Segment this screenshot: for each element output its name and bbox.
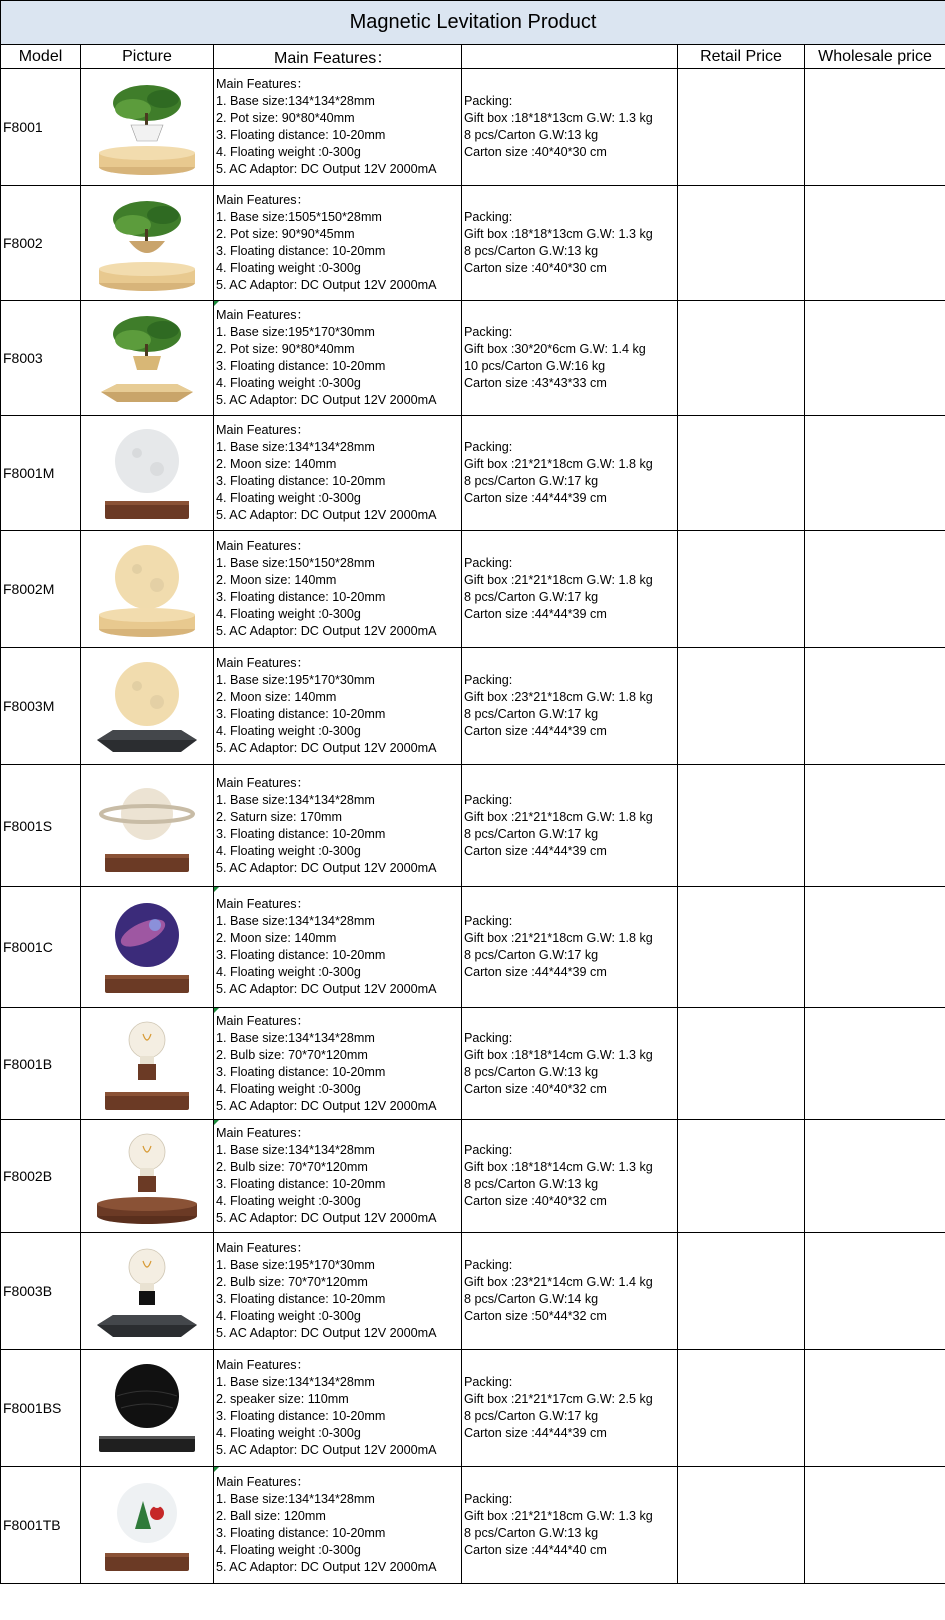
packing-line: Packing: bbox=[464, 792, 513, 807]
packing-line: 8 pcs/Carton G.W:17 kg bbox=[464, 1409, 599, 1423]
packing-line: Gift box :21*21*18cm G.W: 1.8 kg bbox=[464, 457, 653, 471]
model-cell: F8002M bbox=[1, 531, 81, 648]
retail-price-cell bbox=[678, 648, 805, 765]
packing-line: Packing: bbox=[464, 440, 513, 454]
feature-line: Main Features： bbox=[216, 193, 310, 207]
product-image bbox=[81, 1356, 213, 1460]
feature-line: 2. Moon size: 140mm bbox=[216, 931, 337, 945]
packing-cell bbox=[462, 887, 678, 1008]
feature-line: Main Features： bbox=[216, 1013, 310, 1028]
feature-line: 3. Floating distance: 10-20mm bbox=[216, 1409, 386, 1423]
packing-cell bbox=[462, 1120, 678, 1233]
table-row bbox=[1, 765, 945, 887]
feature-line: 5. AC Adaptor: DC Output 12V 2000mA bbox=[216, 1098, 437, 1113]
features-cell bbox=[214, 1008, 462, 1120]
packing-cell bbox=[462, 416, 678, 531]
header-packing bbox=[462, 45, 678, 69]
feature-line: 2. Moon size: 140mm bbox=[216, 573, 337, 587]
packing-line: Gift box :21*21*18cm G.W: 1.3 kg bbox=[464, 1509, 653, 1523]
packing-line: Packing: bbox=[464, 94, 513, 108]
packing-line: Carton size :44*44*39 cm bbox=[464, 965, 607, 979]
packing-line: Carton size :44*44*39 cm bbox=[464, 843, 607, 858]
retail-price-cell bbox=[678, 531, 805, 648]
packing-cell bbox=[462, 1233, 678, 1350]
packing-cell bbox=[462, 301, 678, 416]
feature-line: 4. Floating weight :0-300g bbox=[216, 965, 361, 979]
packing-cell bbox=[462, 69, 678, 186]
feature-line: 5. AC Adaptor: DC Output 12V 2000mA bbox=[216, 1560, 437, 1574]
table-row bbox=[1, 301, 945, 416]
table-row bbox=[1, 531, 945, 648]
model-cell: F8003 bbox=[1, 301, 81, 416]
packing-line: Gift box :21*21*17cm G.W: 2.5 kg bbox=[464, 1392, 653, 1406]
feature-line: 3. Floating distance: 10-20mm bbox=[216, 707, 386, 721]
wholesale-price-cell bbox=[805, 765, 945, 887]
packing-line: Carton size :44*44*39 cm bbox=[464, 607, 607, 621]
packing-cell bbox=[462, 1008, 678, 1120]
header-model: Model bbox=[1, 45, 81, 69]
feature-line: 4. Floating weight :0-300g bbox=[216, 261, 361, 275]
header-wholesale-price: Wholesale price bbox=[805, 45, 945, 69]
features-cell bbox=[214, 1350, 462, 1467]
feature-line: 4. Floating weight :0-300g bbox=[216, 1081, 361, 1096]
wholesale-price-cell bbox=[805, 1350, 945, 1467]
feature-line: 1. Base size:134*134*28mm bbox=[216, 1375, 375, 1389]
feature-line: 4. Floating weight :0-300g bbox=[216, 145, 361, 159]
product-picture bbox=[81, 1467, 214, 1584]
feature-line: 5. AC Adaptor: DC Output 12V 2000mA bbox=[216, 624, 437, 638]
feature-line: 3. Floating distance: 10-20mm bbox=[216, 1177, 386, 1191]
wholesale-price-cell bbox=[805, 648, 945, 765]
product-picture bbox=[81, 648, 214, 765]
feature-line: 2. Saturn size: 170mm bbox=[216, 809, 342, 824]
packing-line: 8 pcs/Carton G.W:13 kg bbox=[464, 1526, 599, 1540]
title-row bbox=[1, 1, 945, 45]
packing-line: Carton size :40*40*32 cm bbox=[464, 1081, 607, 1096]
feature-line: 1. Base size:1505*150*28mm bbox=[216, 210, 382, 224]
header-features: Main Features： bbox=[214, 45, 462, 69]
packing-cell bbox=[462, 1350, 678, 1467]
table-row bbox=[1, 648, 945, 765]
packing-line: 10 pcs/Carton G.W:16 kg bbox=[464, 359, 606, 373]
feature-line: 5. AC Adaptor: DC Output 12V 2000mA bbox=[216, 860, 437, 875]
retail-price-cell bbox=[678, 416, 805, 531]
packing-line: Gift box :21*21*18cm G.W: 1.8 kg bbox=[464, 573, 653, 587]
header-picture: Picture bbox=[81, 45, 214, 69]
feature-line: 5. AC Adaptor: DC Output 12V 2000mA bbox=[216, 1326, 437, 1340]
features-cell bbox=[214, 69, 462, 186]
feature-line: 2. Bulb size: 70*70*120mm bbox=[216, 1160, 368, 1174]
product-image bbox=[81, 1124, 213, 1228]
table-row bbox=[1, 1008, 945, 1120]
product-picture bbox=[81, 69, 214, 186]
model-cell: F8001C bbox=[1, 887, 81, 1008]
feature-line: 2. Moon size: 140mm bbox=[216, 690, 337, 704]
product-image bbox=[81, 537, 213, 641]
feature-line: 1. Base size:195*170*30mm bbox=[216, 325, 375, 339]
packing-line: Packing: bbox=[464, 1492, 513, 1506]
model-cell: F8003B bbox=[1, 1233, 81, 1350]
product-picture bbox=[81, 887, 214, 1008]
feature-line: 1. Base size:134*134*28mm bbox=[216, 1492, 375, 1506]
packing-line: Carton size :50*44*32 cm bbox=[464, 1309, 607, 1323]
feature-line: 1. Base size:134*134*28mm bbox=[216, 914, 375, 928]
model-cell: F8001BS bbox=[1, 1350, 81, 1467]
product-picture bbox=[81, 1120, 214, 1233]
feature-line: 4. Floating weight :0-300g bbox=[216, 1309, 361, 1323]
packing-line: Carton size :40*40*30 cm bbox=[464, 261, 607, 275]
features-cell bbox=[214, 186, 462, 301]
feature-line: Main Features： bbox=[216, 1358, 310, 1372]
packing-line: Gift box :18*18*13cm G.W: 1.3 kg bbox=[464, 111, 653, 125]
feature-line: 3. Floating distance: 10-20mm bbox=[216, 128, 386, 142]
feature-line: Main Features： bbox=[216, 1241, 310, 1255]
feature-line: 4. Floating weight :0-300g bbox=[216, 1543, 361, 1557]
feature-line: 2. Ball size: 120mm bbox=[216, 1509, 326, 1523]
features-cell bbox=[214, 1467, 462, 1584]
product-image bbox=[81, 895, 213, 999]
feature-line: 5. AC Adaptor: DC Output 12V 2000mA bbox=[216, 741, 437, 755]
feature-line: 1. Base size:134*134*28mm bbox=[216, 440, 375, 454]
feature-line: 2. Pot size: 90*80*40mm bbox=[216, 111, 355, 125]
retail-price-cell bbox=[678, 186, 805, 301]
feature-line: 5. AC Adaptor: DC Output 12V 2000mA bbox=[216, 508, 437, 522]
product-picture bbox=[81, 301, 214, 416]
retail-price-cell bbox=[678, 1467, 805, 1584]
packing-line: 8 pcs/Carton G.W:17 kg bbox=[464, 826, 599, 841]
model-cell: F8001TB bbox=[1, 1467, 81, 1584]
retail-price-cell bbox=[678, 1350, 805, 1467]
feature-line: Main Features： bbox=[216, 423, 310, 437]
feature-line: 5. AC Adaptor: DC Output 12V 2000mA bbox=[216, 278, 437, 292]
wholesale-price-cell bbox=[805, 416, 945, 531]
table-row bbox=[1, 1233, 945, 1350]
feature-line: 4. Floating weight :0-300g bbox=[216, 1194, 361, 1208]
packing-line: Packing: bbox=[464, 1375, 513, 1389]
feature-line: 5. AC Adaptor: DC Output 12V 2000mA bbox=[216, 1443, 437, 1457]
wholesale-price-cell bbox=[805, 887, 945, 1008]
product-image bbox=[81, 1012, 213, 1116]
table-row bbox=[1, 887, 945, 1008]
model-cell: F8002B bbox=[1, 1120, 81, 1233]
product-image bbox=[81, 191, 213, 295]
table-row bbox=[1, 1120, 945, 1233]
packing-line: 8 pcs/Carton G.W:17 kg bbox=[464, 707, 599, 721]
packing-line: Packing: bbox=[464, 556, 513, 570]
packing-line: Gift box :23*21*18cm G.W: 1.8 kg bbox=[464, 690, 653, 704]
retail-price-cell bbox=[678, 765, 805, 887]
packing-line: Gift box :30*20*6cm G.W: 1.4 kg bbox=[464, 342, 646, 356]
wholesale-price-cell bbox=[805, 531, 945, 648]
packing-line: Gift box :18*18*14cm G.W: 1.3 kg bbox=[464, 1047, 653, 1062]
features-cell bbox=[214, 765, 462, 887]
packing-line: Packing: bbox=[464, 914, 513, 928]
wholesale-price-cell bbox=[805, 186, 945, 301]
packing-cell bbox=[462, 765, 678, 887]
product-picture bbox=[81, 765, 214, 887]
feature-line: 3. Floating distance: 10-20mm bbox=[216, 1526, 386, 1540]
product-picture bbox=[81, 1233, 214, 1350]
packing-cell bbox=[462, 1467, 678, 1584]
packing-line: 8 pcs/Carton G.W:13 kg bbox=[464, 244, 599, 258]
sheet-title: Magnetic Levitation Product bbox=[1, 1, 945, 45]
packing-line: Packing: bbox=[464, 1258, 513, 1272]
feature-line: 1. Base size:134*134*28mm bbox=[216, 94, 375, 108]
feature-line: 3. Floating distance: 10-20mm bbox=[216, 1292, 386, 1306]
feature-line: Main Features： bbox=[216, 656, 310, 670]
wholesale-price-cell bbox=[805, 1008, 945, 1120]
retail-price-cell bbox=[678, 1233, 805, 1350]
product-image bbox=[81, 75, 213, 179]
feature-line: 3. Floating distance: 10-20mm bbox=[216, 474, 386, 488]
feature-line: 2. Pot size: 90*80*40mm bbox=[216, 342, 355, 356]
packing-line: Gift box :21*21*18cm G.W: 1.8 kg bbox=[464, 809, 653, 824]
feature-line: 1. Base size:134*134*28mm bbox=[216, 1030, 375, 1045]
feature-line: 4. Floating weight :0-300g bbox=[216, 491, 361, 505]
packing-line: Packing: bbox=[464, 325, 513, 339]
feature-line: 4. Floating weight :0-300g bbox=[216, 607, 361, 621]
header-row bbox=[1, 45, 945, 69]
feature-line: 4. Floating weight :0-300g bbox=[216, 1426, 361, 1440]
packing-line: 8 pcs/Carton G.W:17 kg bbox=[464, 474, 599, 488]
model-cell: F8003M bbox=[1, 648, 81, 765]
retail-price-cell bbox=[678, 69, 805, 186]
wholesale-price-cell bbox=[805, 1467, 945, 1584]
features-cell bbox=[214, 887, 462, 1008]
model-cell: F8002 bbox=[1, 186, 81, 301]
features-cell bbox=[214, 416, 462, 531]
table-row bbox=[1, 1467, 945, 1584]
product-picture bbox=[81, 1350, 214, 1467]
header-retail-price: Retail Price bbox=[678, 45, 805, 69]
product-picture bbox=[81, 416, 214, 531]
feature-line: 3. Floating distance: 10-20mm bbox=[216, 359, 386, 373]
packing-line: Gift box :18*18*14cm G.W: 1.3 kg bbox=[464, 1160, 653, 1174]
packing-line: Carton size :44*44*39 cm bbox=[464, 491, 607, 505]
model-cell: F8001M bbox=[1, 416, 81, 531]
product-image bbox=[81, 654, 213, 758]
model-cell: F8001S bbox=[1, 765, 81, 887]
packing-line: 8 pcs/Carton G.W:17 kg bbox=[464, 948, 599, 962]
packing-line: Carton size :43*43*33 cm bbox=[464, 376, 607, 390]
table-row bbox=[1, 69, 945, 186]
feature-line: 2. speaker size: 110mm bbox=[216, 1392, 349, 1406]
feature-line: 5. AC Adaptor: DC Output 12V 2000mA bbox=[216, 1211, 437, 1225]
packing-cell bbox=[462, 648, 678, 765]
feature-line: 1. Base size:134*134*28mm bbox=[216, 1143, 375, 1157]
product-image bbox=[81, 774, 213, 878]
packing-cell bbox=[462, 531, 678, 648]
product-picture bbox=[81, 186, 214, 301]
table-row bbox=[1, 1350, 945, 1467]
features-cell bbox=[214, 1233, 462, 1350]
packing-line: Carton size :44*44*40 cm bbox=[464, 1543, 607, 1557]
features-cell bbox=[214, 301, 462, 416]
model-cell: F8001 bbox=[1, 69, 81, 186]
feature-line: 4. Floating weight :0-300g bbox=[216, 843, 361, 858]
feature-line: 4. Floating weight :0-300g bbox=[216, 724, 361, 738]
feature-line: 4. Floating weight :0-300g bbox=[216, 376, 361, 390]
feature-line: Main Features： bbox=[216, 308, 310, 322]
features-cell bbox=[214, 648, 462, 765]
packing-line: Packing: bbox=[464, 673, 513, 687]
features-cell bbox=[214, 1120, 462, 1233]
packing-line: Gift box :18*18*13cm G.W: 1.3 kg bbox=[464, 227, 653, 241]
packing-line: Carton size :44*44*39 cm bbox=[464, 1426, 607, 1440]
packing-line: Gift box :23*21*14cm G.W: 1.4 kg bbox=[464, 1275, 653, 1289]
product-image bbox=[81, 306, 213, 410]
feature-line: 5. AC Adaptor: DC Output 12V 2000mA bbox=[216, 982, 437, 996]
feature-line: 5. AC Adaptor: DC Output 12V 2000mA bbox=[216, 162, 437, 176]
feature-line: 3. Floating distance: 10-20mm bbox=[216, 948, 386, 962]
packing-line: 8 pcs/Carton G.W:17 kg bbox=[464, 590, 599, 604]
feature-line: 2. Pot size: 90*90*45mm bbox=[216, 227, 355, 241]
feature-line: 3. Floating distance: 10-20mm bbox=[216, 1064, 386, 1079]
packing-line: 8 pcs/Carton G.W:13 kg bbox=[464, 1177, 599, 1191]
product-image bbox=[81, 1239, 213, 1343]
feature-line: 1. Base size:195*170*30mm bbox=[216, 1258, 375, 1272]
feature-line: Main Features： bbox=[216, 539, 310, 553]
packing-line: 8 pcs/Carton G.W:13 kg bbox=[464, 128, 599, 142]
packing-line: Packing: bbox=[464, 210, 513, 224]
feature-line: 5. AC Adaptor: DC Output 12V 2000mA bbox=[216, 393, 437, 407]
feature-line: 1. Base size:150*150*28mm bbox=[216, 556, 375, 570]
wholesale-price-cell bbox=[805, 301, 945, 416]
feature-line: 1. Base size:134*134*28mm bbox=[216, 792, 375, 807]
retail-price-cell bbox=[678, 1120, 805, 1233]
feature-line: 2. Bulb size: 70*70*120mm bbox=[216, 1047, 368, 1062]
feature-line: 3. Floating distance: 10-20mm bbox=[216, 826, 386, 841]
product-image bbox=[81, 1473, 213, 1577]
packing-line: Carton size :44*44*39 cm bbox=[464, 724, 607, 738]
model-cell: F8001B bbox=[1, 1008, 81, 1120]
feature-line: Main Features： bbox=[216, 77, 310, 91]
wholesale-price-cell bbox=[805, 1120, 945, 1233]
packing-line: 8 pcs/Carton G.W:13 kg bbox=[464, 1064, 599, 1079]
feature-line: 2. Moon size: 140mm bbox=[216, 457, 337, 471]
product-picture bbox=[81, 1008, 214, 1120]
feature-line: Main Features： bbox=[216, 1475, 310, 1489]
feature-line: Main Features： bbox=[216, 897, 310, 911]
packing-line: Gift box :21*21*18cm G.W: 1.8 kg bbox=[464, 931, 653, 945]
wholesale-price-cell bbox=[805, 1233, 945, 1350]
retail-price-cell bbox=[678, 1008, 805, 1120]
table-row bbox=[1, 186, 945, 301]
product-picture bbox=[81, 531, 214, 648]
packing-line: Packing: bbox=[464, 1030, 513, 1045]
packing-cell bbox=[462, 186, 678, 301]
product-image bbox=[81, 421, 213, 525]
features-cell bbox=[214, 531, 462, 648]
packing-line: Carton size :40*40*32 cm bbox=[464, 1194, 607, 1208]
feature-line: Main Features： bbox=[216, 1126, 310, 1140]
packing-line: 8 pcs/Carton G.W:14 kg bbox=[464, 1292, 599, 1306]
feature-line: 3. Floating distance: 10-20mm bbox=[216, 244, 386, 258]
feature-line: 2. Bulb size: 70*70*120mm bbox=[216, 1275, 368, 1289]
wholesale-price-cell bbox=[805, 69, 945, 186]
feature-line: 3. Floating distance: 10-20mm bbox=[216, 590, 386, 604]
feature-line: Main Features： bbox=[216, 775, 310, 790]
packing-line: Carton size :40*40*30 cm bbox=[464, 145, 607, 159]
packing-line: Packing: bbox=[464, 1143, 513, 1157]
feature-line: 1. Base size:195*170*30mm bbox=[216, 673, 375, 687]
retail-price-cell bbox=[678, 301, 805, 416]
table-row bbox=[1, 416, 945, 531]
retail-price-cell bbox=[678, 887, 805, 1008]
